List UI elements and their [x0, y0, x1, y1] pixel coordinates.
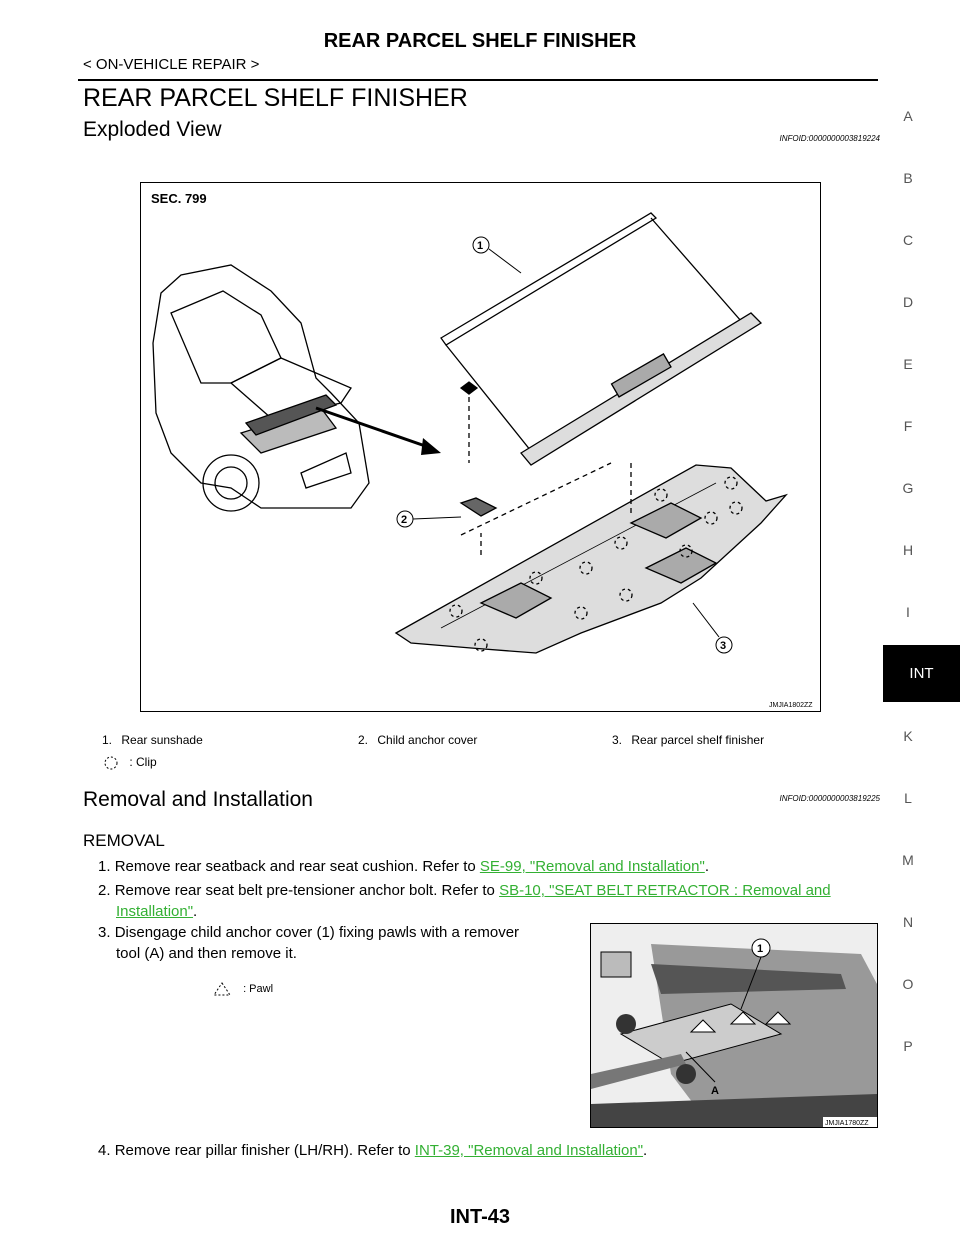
step-2: 2. Remove rear seat belt pre-tensioner anchor bolt. Refer to SB-10, "SEAT BELT RETRACTOR : Removal and Installation". [98, 882, 831, 920]
side-tab-d[interactable]: D [902, 294, 914, 310]
header-rule [78, 79, 878, 81]
vehicle-outline [153, 265, 369, 511]
side-tab-o[interactable]: O [902, 976, 914, 992]
callout-3: 3 [720, 640, 727, 652]
removal-subheading: REMOVAL [83, 831, 165, 850]
sec-label: SEC. 799 [151, 191, 207, 206]
side-tab-h[interactable]: H [902, 542, 914, 558]
side-tab-c[interactable]: C [902, 232, 914, 248]
exploded-view-heading: Exploded View [83, 118, 222, 141]
child-anchor-cover-illustration [591, 924, 877, 1127]
sunshade-illustration [441, 213, 761, 465]
removal-installation-heading: Removal and Installation [83, 788, 313, 811]
legend-item-1: 1. Rear sunshade [102, 733, 203, 747]
legend-item-2: 2. Child anchor cover [358, 733, 478, 747]
link-se-99[interactable]: SE-99, "Removal and Installation" [479, 858, 705, 875]
side-tab-g[interactable]: G [902, 480, 914, 496]
running-title: REAR PARCEL SHELF FINISHER [323, 30, 637, 52]
side-tab-m[interactable]: M [902, 852, 914, 868]
section-path: < ON-VEHICLE REPAIR > [83, 56, 260, 73]
child-anchor-cover-figure [590, 923, 878, 1128]
side-tab-k[interactable]: K [903, 728, 913, 744]
side-tab-f[interactable]: F [903, 418, 913, 434]
step-1: 1. Remove rear seatback and rear seat cushion. Refer to SE-99, "Removal and Installation". [98, 858, 709, 875]
side-tab-int-active[interactable]: INT [883, 645, 960, 702]
side-tab-l[interactable]: L [904, 790, 912, 806]
clip-symbol-icon [102, 755, 120, 771]
step-4: 4. Remove rear pillar finisher (LH/RH). Refer to INT-39, "Removal and Installation". [98, 1142, 648, 1159]
side-tab-a[interactable]: A [903, 108, 913, 124]
exploded-view-figure [140, 182, 821, 712]
side-tab-b[interactable]: B [903, 170, 913, 186]
parcel-shelf-illustration [396, 463, 786, 653]
callout-1: 1 [477, 240, 484, 252]
link-int-39[interactable]: INT-39, "Removal and Installation" [414, 1142, 644, 1159]
exploded-view-infoid: INFOID:0000000003819224 [779, 134, 880, 143]
callout-2: 2 [401, 514, 408, 526]
step-3: 3. Disengage child anchor cover (1) fixing pawls with a remover tool (A) and then remove it. [98, 924, 520, 962]
page-number: INT-43 [449, 1206, 511, 1228]
link-sb-10[interactable]: SB-10, "SEAT BELT RETRACTOR : Removal and Installation" [116, 882, 831, 920]
legend-item-3: 3. Rear parcel shelf finisher [612, 733, 765, 747]
pawl-legend: : Pawl [212, 981, 273, 997]
side-tab-n[interactable]: N [902, 914, 914, 930]
side-tab-e[interactable]: E [903, 356, 913, 372]
figure-code: JMJIA1802ZZ [769, 702, 813, 709]
figure2-label-a: A [711, 1085, 719, 1097]
removal-installation-infoid: INFOID:0000000003819225 [779, 794, 880, 803]
side-tab-p[interactable]: P [903, 1038, 913, 1054]
figure2-code: JMJIA1780ZZ [825, 1120, 869, 1127]
exploded-view-illustration [141, 183, 820, 711]
side-tab-i[interactable]: I [906, 604, 910, 620]
figure2-callout-1: 1 [757, 943, 764, 955]
pawl-symbol-icon [212, 981, 232, 997]
main-title: REAR PARCEL SHELF FINISHER [83, 84, 468, 112]
clip-legend: : Clip [102, 755, 157, 771]
